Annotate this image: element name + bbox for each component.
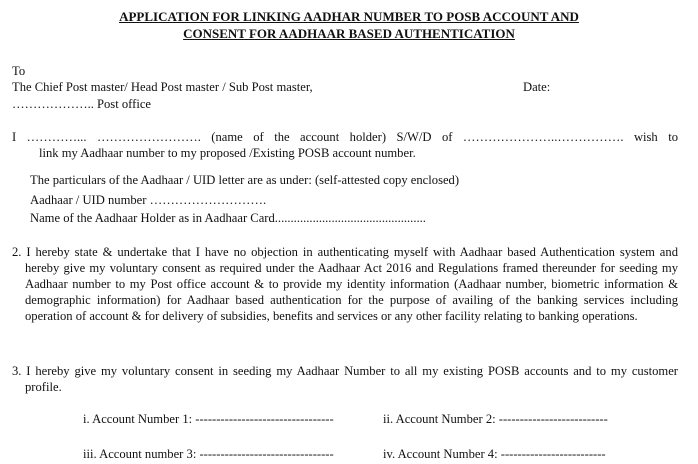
account-number-4: iv. Account Number 4: ------------------------- [383,447,606,461]
aadhaar-holder-name: Name of the Aadhaar Holder as in Aadhaar Card................................................ [30,211,426,225]
aadhaar-uid-number: Aadhaar / UID number ………………………. [30,193,267,207]
particulars-intro: The particulars of the Aadhaar / UID letter are as under: (self-attested copy enclosed) [30,173,460,187]
clause-2: 2. I hereby state & undertake that I have no objection in authenticating myself with Aadhaar based Authentication system and hereby give my voluntary consent as required under the Aadhaar Act 2016 and Regulations framed thereunder for seeding my Aadhaar number to my Post office account & to provide my identity information (Aadhaar number, biometric information & demographic information) for Aadhaar based authentication for the purpose of availing of the banking services including operation of account & for delivery of subsidies, benefits and services or any other facility relating to banking operations. [12,245,678,323]
date-label: Date: [523,80,551,94]
account-number-2: ii. Account Number 2: -------------------------- [383,412,608,426]
account-number-3: iii. Account number 3: -------------------------------- [83,447,334,461]
recipient-line: The Chief Post master/ Head Post master / Sub Post master, [12,80,313,94]
clause-3: 3. I hereby give my voluntary consent in seeding my Aadhaar Number to all my existing POSB accounts and to my customer profile. [12,364,678,394]
to-label: To [12,64,26,78]
form-title-line-1: APPLICATION FOR LINKING AADHAR NUMBER TO POSB ACCOUNT AND [119,9,579,24]
declaration-line-2: link my Aadhaar number to my proposed /Existing POSB account number. [39,146,416,160]
post-office-line: ……………….. Post office [12,97,151,111]
form-title-line-2: CONSENT FOR AADHAAR BASED AUTHENTICATION [183,26,515,41]
account-number-1: i. Account Number 1: --------------------------------- [83,412,334,426]
declaration-line-1: I …………... ……………………. (name of the account holder) S/W/D of …………………..……………. wish to [12,130,678,144]
